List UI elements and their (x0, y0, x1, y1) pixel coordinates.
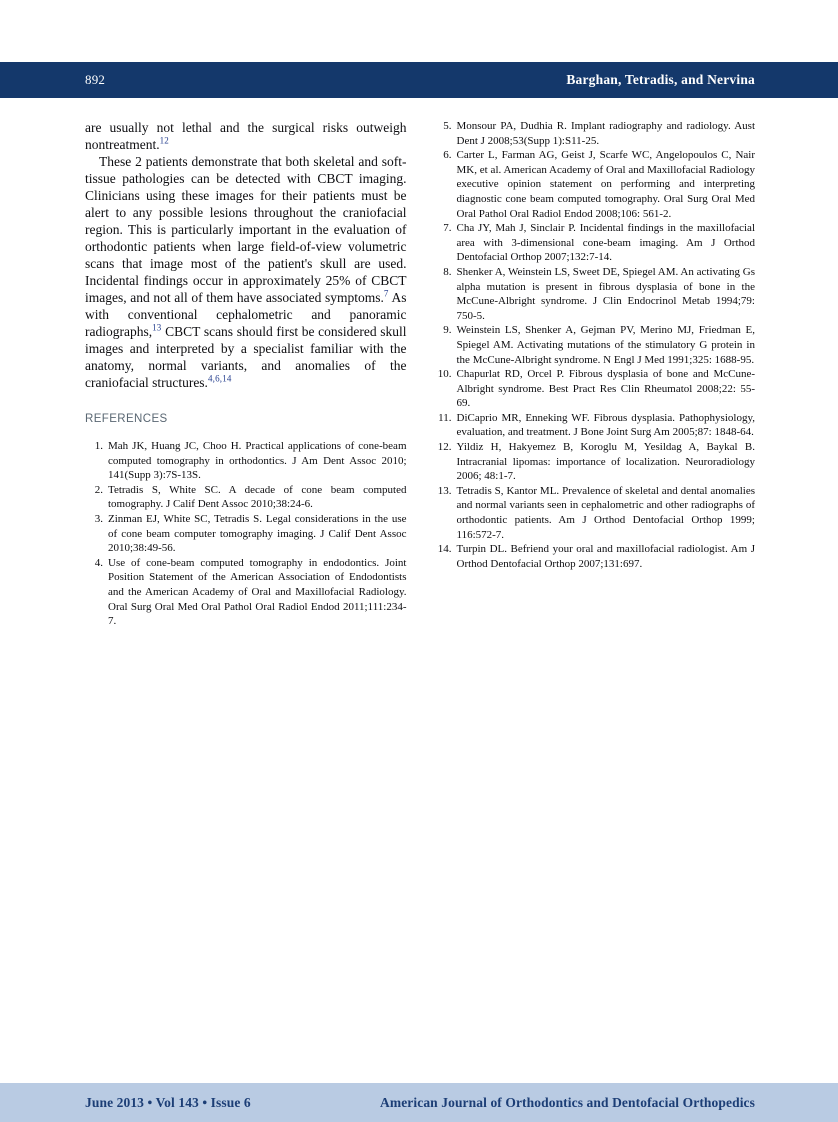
citation-link[interactable]: 13 (152, 322, 162, 333)
reference-item (434, 484, 756, 542)
citation-link[interactable]: 4,6,14 (207, 373, 232, 384)
reference-list-right (434, 119, 756, 571)
left-column (85, 119, 407, 629)
citation-link[interactable]: 7 (383, 288, 389, 299)
reference-number: 10. (437, 368, 452, 381)
reference-text: DiCaprio MR, Enneking WF. Fibrous dysplasia. Pathophysiology, evaluation, and treatment. J Bone Joint Surg Am 2005;87: 1848-64. (456, 411, 755, 439)
reference-text: Tetradis S, White SC. A decade of cone beam computed tomography. J Calif Dent Assoc 2010;38:24-6. (108, 483, 407, 511)
body-paragraph: These 2 patients demonstrate that both skeletal and soft-tissue pathologies can be detected with CBCT imaging. Clinicians using these images for their patients must be alert to any possible lesions throughout the craniofacial region. This is particularly important in the evaluation of orthodontic patients when large field-of-view volumetric scans that image most of the patient's skull are used. Incidental findings occur in approximately 25% of CBCT images, and not all of them have associated symptoms.$^7$ As with conventional cephalometric and panoramic radiographs,$^{13}$ CBCT scans should first be considered skull images and interpreted by a specialist familiar with the anatomy, normal variants, and anomalies of the craniofacial structures.$^{4,6,14}$ (85, 154, 407, 390)
reference-item (434, 542, 756, 571)
reference-text: Tetradis S, Kantor ML. Prevalence of skeletal and dental anomalies and normal variants seen in cephalometric and other radiographs of orthodontic patients. Am J Orthod Dentofacial Orthop 1999; 116:572-7. (456, 484, 755, 541)
reference-number: 1. (94, 440, 103, 452)
reference-number: 9. (443, 324, 452, 337)
reference-text: Chapurlat RD, Orcel P. Fibrous dysplasia of bone and McCune-Albright syndrome. Best Pract Res Clin Rheumatol 2008;22: 55-69. (456, 368, 755, 410)
reference-item (434, 221, 756, 265)
page-number: 892 (85, 72, 106, 87)
reference-text: Zinman EJ, White SC, Tetradis S. Legal considerations in the use of cone beam computer tomography imaging. J Calif Dent Assoc 2010;38:49-56. (108, 512, 407, 555)
reference-number: 3. (94, 512, 103, 525)
reference-text: Monsour PA, Dudhia R. Implant radiography and radiology. Aust Dent J 2008;53(Supp 1):S11-25. (456, 120, 755, 147)
running-title: Barghan, Tetradis, and Nervina (566, 72, 755, 87)
citation-link[interactable]: 12 (159, 135, 170, 146)
references-heading: REFERENCES (85, 413, 168, 425)
reference-number: 6. (443, 149, 452, 162)
reference-number: 2. (94, 483, 103, 496)
reference-text: Carter L, Farman AG, Geist J, Scarfe WC, Angelopoulos C, Nair MK, et al. American Academy of Oral and Maxillofacial Radiology executive opinion statement on performing and interpreting diagnostic cone beam computed tomography. Oral Surg Oral Med Oral Pathol Oral Radiol Endod 2008;106: 561-2. (456, 149, 755, 220)
reference-text: Mah JK, Huang JC, Choo H. Practical applications of cone-beam computed tomography in orthodontics. J Am Dent Assoc 2010; 141(Supp 3):7S-13S. (108, 440, 407, 482)
reference-text: Yildiz H, Hakyemez B, Koroglu M, Yesildag A, Baykal B. Intracranial lipomas: importance of localization. Neuroradiology 2006; 48:1-7. (456, 441, 755, 483)
reference-number: 12. (437, 441, 452, 454)
reference-item (434, 119, 756, 148)
reference-item (434, 440, 756, 484)
reference-number: 5. (443, 120, 452, 132)
reference-item (85, 512, 407, 556)
reference-item (85, 439, 407, 483)
reference-text: Weinstein LS, Shenker A, Gejman PV, Merino MJ, Friedman E, Spiegel AM. Activating mutations of the stimulatory G protein in the McCune-Albright syndrome. N Engl J Med 1991;325: 1688-95. (456, 324, 755, 366)
reference-item (434, 148, 756, 221)
page-header-bar (0, 62, 838, 98)
page-footer-bar (0, 1083, 838, 1122)
reference-item (434, 323, 756, 367)
reference-number: 11. (438, 411, 452, 424)
reference-item (434, 367, 756, 411)
reference-item (85, 556, 407, 629)
reference-text: Shenker A, Weinstein LS, Sweet DE, Spiegel AM. An activating Gs alpha mutation is present in fibrous dysplasia of bone in the McCune-Albright syndrome. J Clin Endocrinol Metab 1994;79: 750-5. (456, 265, 755, 322)
journal-name: American Journal of Orthodontics and Dentofacial Orthopedics (380, 1094, 755, 1110)
article-body-text (85, 119, 407, 391)
reference-number: 4. (94, 556, 103, 569)
body-paragraph: are usually not lethal and the surgical risks outweigh nontreatment.$^{12}$ (85, 120, 407, 152)
reference-item (434, 411, 756, 440)
reference-number: 13. (437, 484, 452, 497)
right-column (434, 119, 756, 629)
reference-number: 8. (443, 265, 452, 278)
article-content (85, 119, 755, 629)
reference-text: Turpin DL. Befriend your oral and maxillofacial radiologist. Am J Orthod Dentofacial Orthop 2007;131:697. (456, 543, 755, 570)
issue-info: June 2013 • Vol 143 • Issue 6 (85, 1094, 251, 1110)
reference-number: 7. (443, 222, 452, 235)
reference-list-left (85, 439, 407, 629)
reference-text: Cha JY, Mah J, Sinclair P. Incidental findings in the maxillofacial area with 3-dimensional cone-beam imaging. Am J Orthod Dentofacial Orthop 2007;132:7-14. (456, 222, 755, 264)
reference-item (434, 265, 756, 323)
reference-item (85, 483, 407, 512)
reference-text: Use of cone-beam computed tomography in endodontics. Joint Position Statement of the American Association of Endodontists and the American Academy of Oral and Maxillofacial Radiology. Oral Surg Oral Med Oral Pathol Oral Radiol Endod 2011;111:234-7. (108, 556, 407, 628)
reference-number: 14. (437, 543, 452, 556)
